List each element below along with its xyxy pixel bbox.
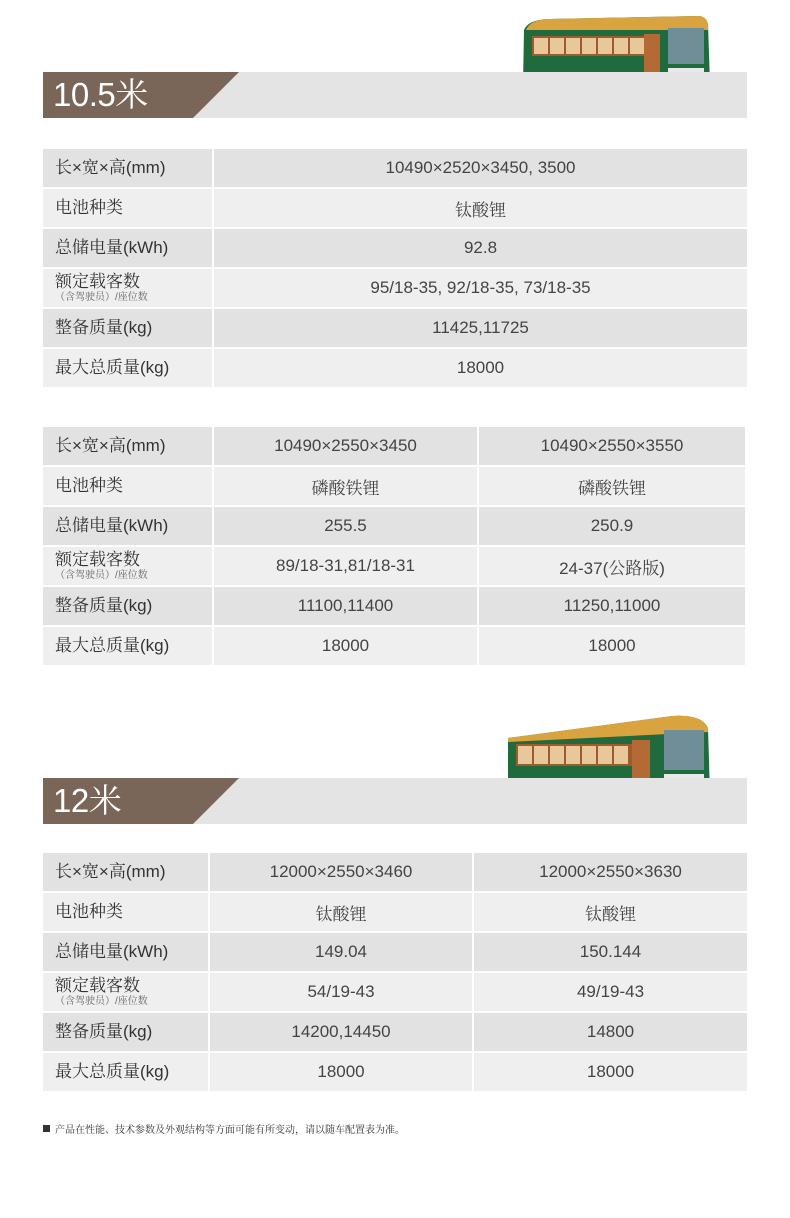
section-header-10-5m [43,72,747,118]
row-label: 整备质量(kg) [43,309,214,349]
row-label: 最大总质量(kg) [43,349,214,389]
table-row [43,309,747,349]
row-label: 整备质量(kg) [43,587,214,627]
table-row [43,269,747,309]
table-row [43,427,745,467]
row-value: 89/18-31,81/18-31 [214,547,477,587]
table-row [43,893,747,933]
row-value: 钛酸锂 [214,189,747,229]
table-row [43,229,747,269]
row-value: 11100,11400 [214,587,477,627]
section-tag [43,778,243,824]
table-row [43,853,747,893]
row-value: 10490×2550×3550 [477,427,745,467]
row-value: 250.9 [477,507,745,547]
table-row [43,1013,747,1053]
section-title: 12米 [53,782,122,819]
row-value: 14800 [472,1013,747,1053]
row-value: 钛酸锂 [210,893,472,933]
row-label: 总储电量(kWh) [43,933,210,973]
row-value: 10490×2550×3450 [214,427,477,467]
table-row [43,507,745,547]
table-row [43,547,745,587]
row-label: 长×宽×高(mm) [43,149,214,189]
row-value: 钛酸锂 [472,893,747,933]
table-row [43,933,747,973]
row-value: 92.8 [214,229,747,269]
row-value: 54/19-43 [210,973,472,1013]
row-value: 14200,14450 [210,1013,472,1053]
row-label: 整备质量(kg) [43,1013,210,1053]
table-row [43,1053,747,1093]
row-label: 额定载客数 （含驾驶员）/座位数 [43,973,210,1013]
row-label: 电池种类 [43,467,214,507]
row-value: 18000 [477,627,745,667]
section-tag [43,72,243,118]
row-label: 额定载客数 （含驾驶员）/座位数 [43,547,214,587]
spec-table-12m [43,853,747,1093]
section-header-12m [43,778,747,824]
footnote-text: 产品在性能、技术参数及外观结构等方面可能有所变动，请以随车配置表为准。 [55,1125,405,1136]
row-label: 长×宽×高(mm) [43,853,210,893]
row-value: 18000 [210,1053,472,1093]
row-value: 18000 [214,627,477,667]
row-value: 11425,11725 [214,309,747,349]
row-value: 255.5 [214,507,477,547]
row-value: 18000 [214,349,747,389]
table-row [43,189,747,229]
row-value: 磷酸铁锂 [214,467,477,507]
table-row [43,467,745,507]
row-label: 总储电量(kWh) [43,507,214,547]
table-row [43,627,745,667]
table-row [43,973,747,1013]
row-label: 最大总质量(kg) [43,627,214,667]
row-value: 磷酸铁锂 [477,467,745,507]
table-row [43,149,747,189]
row-value: 149.04 [210,933,472,973]
row-value: 150.144 [472,933,747,973]
row-value: 18000 [472,1053,747,1093]
row-value: 11250,11000 [477,587,745,627]
row-value: 12000×2550×3630 [472,853,747,893]
square-bullet-icon [43,1125,50,1132]
section-title: 10.5米 [53,76,148,113]
row-label: 电池种类 [43,893,210,933]
row-label: 长×宽×高(mm) [43,427,214,467]
row-label: 总储电量(kWh) [43,229,214,269]
row-value: 12000×2550×3460 [210,853,472,893]
spec-table-10-5m-b [43,427,745,667]
table-row [43,349,747,389]
row-label: 电池种类 [43,189,214,229]
row-value: 24-37(公路版) [477,547,745,587]
row-value: 10490×2520×3450, 3500 [214,149,747,189]
row-value: 95/18-35, 92/18-35, 73/18-35 [214,269,747,309]
row-label: 额定载客数 （含驾驶员）/座位数 [43,269,214,309]
table-row [43,587,745,627]
spec-table-10-5m-a [43,149,747,389]
footnote [43,1121,405,1136]
row-label: 最大总质量(kg) [43,1053,210,1093]
row-value: 49/19-43 [472,973,747,1013]
